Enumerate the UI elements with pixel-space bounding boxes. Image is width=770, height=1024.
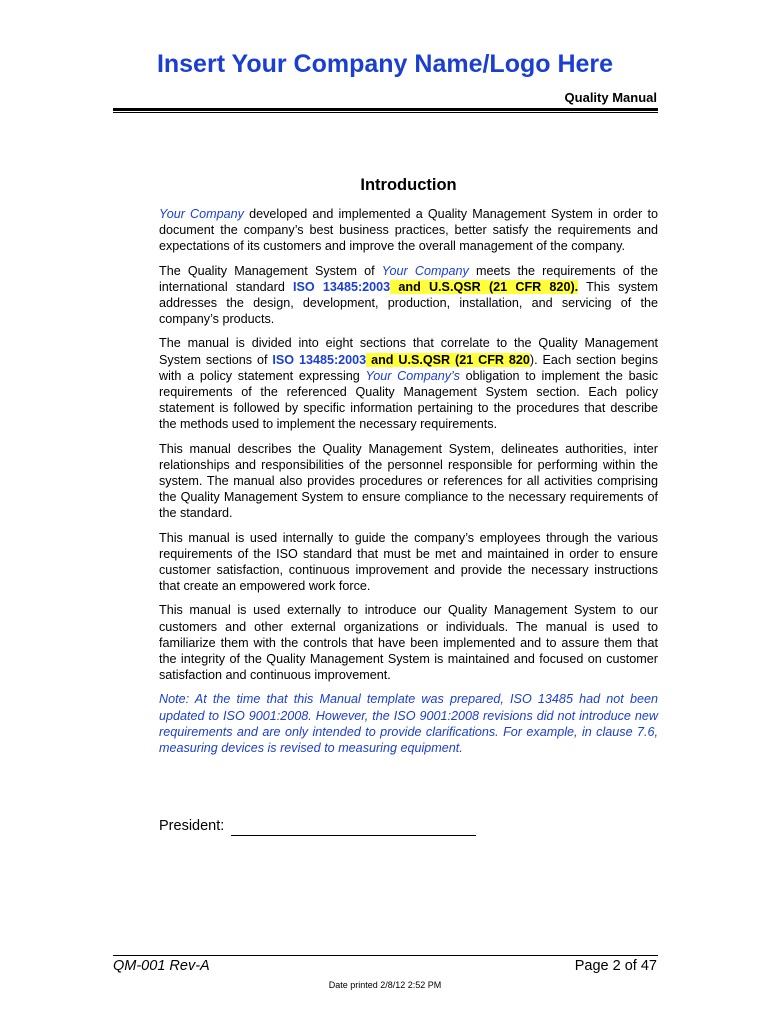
company-name-placeholder: Insert Your Company Name/Logo Here <box>156 50 614 78</box>
qsr-highlight: and U.S.QSR (21 CFR 820 <box>366 352 530 367</box>
iso-standard-reference: ISO 13485:2003 <box>293 279 391 294</box>
paragraph-2 <box>159 263 658 328</box>
paragraph-5: This manual is used internally to guide the company’s employees through the various requirements of the ISO standard that must be met and maintained in order to ensure customer satisfaction, continuous improvement and provide the necessary instructions that create an empowered work force. <box>159 530 658 594</box>
paragraph-3 <box>159 335 658 432</box>
qsr-highlight: and U.S.QSR (21 CFR 820). <box>390 279 579 294</box>
iso-standard-reference: ISO 13485:2003 <box>272 352 367 367</box>
template-note: Note: At the time that this Manual template was prepared, ISO 13485 had not been updated to ISO 9001:2008. However, the ISO 9001:2008 revisions did not introduce new requirements and are only intended to provide clarifications. For example, in clause 7.6, measuring devices is revised to measuring equipment. <box>159 692 658 756</box>
paragraph-text: meets the requirements of the international standard <box>159 263 659 294</box>
paragraph-text: developed and implemented a Quality Management System in order to document the company’s best business practices, better satisfy the requirements and expectations of its customers and improve the overall management of the company. <box>159 207 658 254</box>
paragraph-text: The manual is divided into eight sections that correlate to the Quality Management System sections of <box>159 336 658 367</box>
company-reference: Your Company <box>159 207 244 221</box>
paragraph-text: This system addresses the design, development, production, installation, and servicing of the company’s products. <box>159 279 658 327</box>
date-printed: Date printed 2/8/12 2:52 PM <box>328 980 442 990</box>
paragraph-1 <box>159 206 658 255</box>
company-reference: Your Company’s <box>365 368 460 383</box>
paragraph-text: obligation to implement the basic requirements of the referenced Quality Management System section. Each policy statement is followed by specific information pertaining to the procedures that describe the methods used to implement the necessary requirements. <box>159 368 659 432</box>
company-reference: Your Company <box>381 263 469 278</box>
page-number: Page 2 of 47 <box>574 958 657 974</box>
paragraph-text: ). Each section begins with a policy statement expressing <box>159 352 658 383</box>
signature-label: President: <box>159 818 225 834</box>
paragraph-text: The Quality Management System of <box>159 263 382 278</box>
document-label: Quality Manual <box>564 90 657 105</box>
header-rule-thin <box>113 112 658 113</box>
footer-rule <box>113 955 658 956</box>
paragraph-4: This manual describes the Quality Management System, delineates authorities, inter relationships and responsibilities of the personnel responsible for performing within the system. The manual also provides procedures or references for all activities comprising the Quality Management System to ensure compliance to the necessary requirements of the standard. <box>159 441 658 521</box>
paragraph-6: This manual is used externally to introduce our Quality Management System to our customers and other external organizations or individuals. The manual is used to familiarize them with the controls that have been implemented and to assure them that the integrity of the Quality Management System is maintained and focused on customer satisfaction and continuous improvement. <box>159 603 658 683</box>
document-body <box>159 175 658 764</box>
document-id: QM-001 Rev-A <box>113 958 210 974</box>
signature-line <box>231 835 476 836</box>
header-rule <box>113 108 658 111</box>
section-heading: Introduction <box>360 176 457 194</box>
